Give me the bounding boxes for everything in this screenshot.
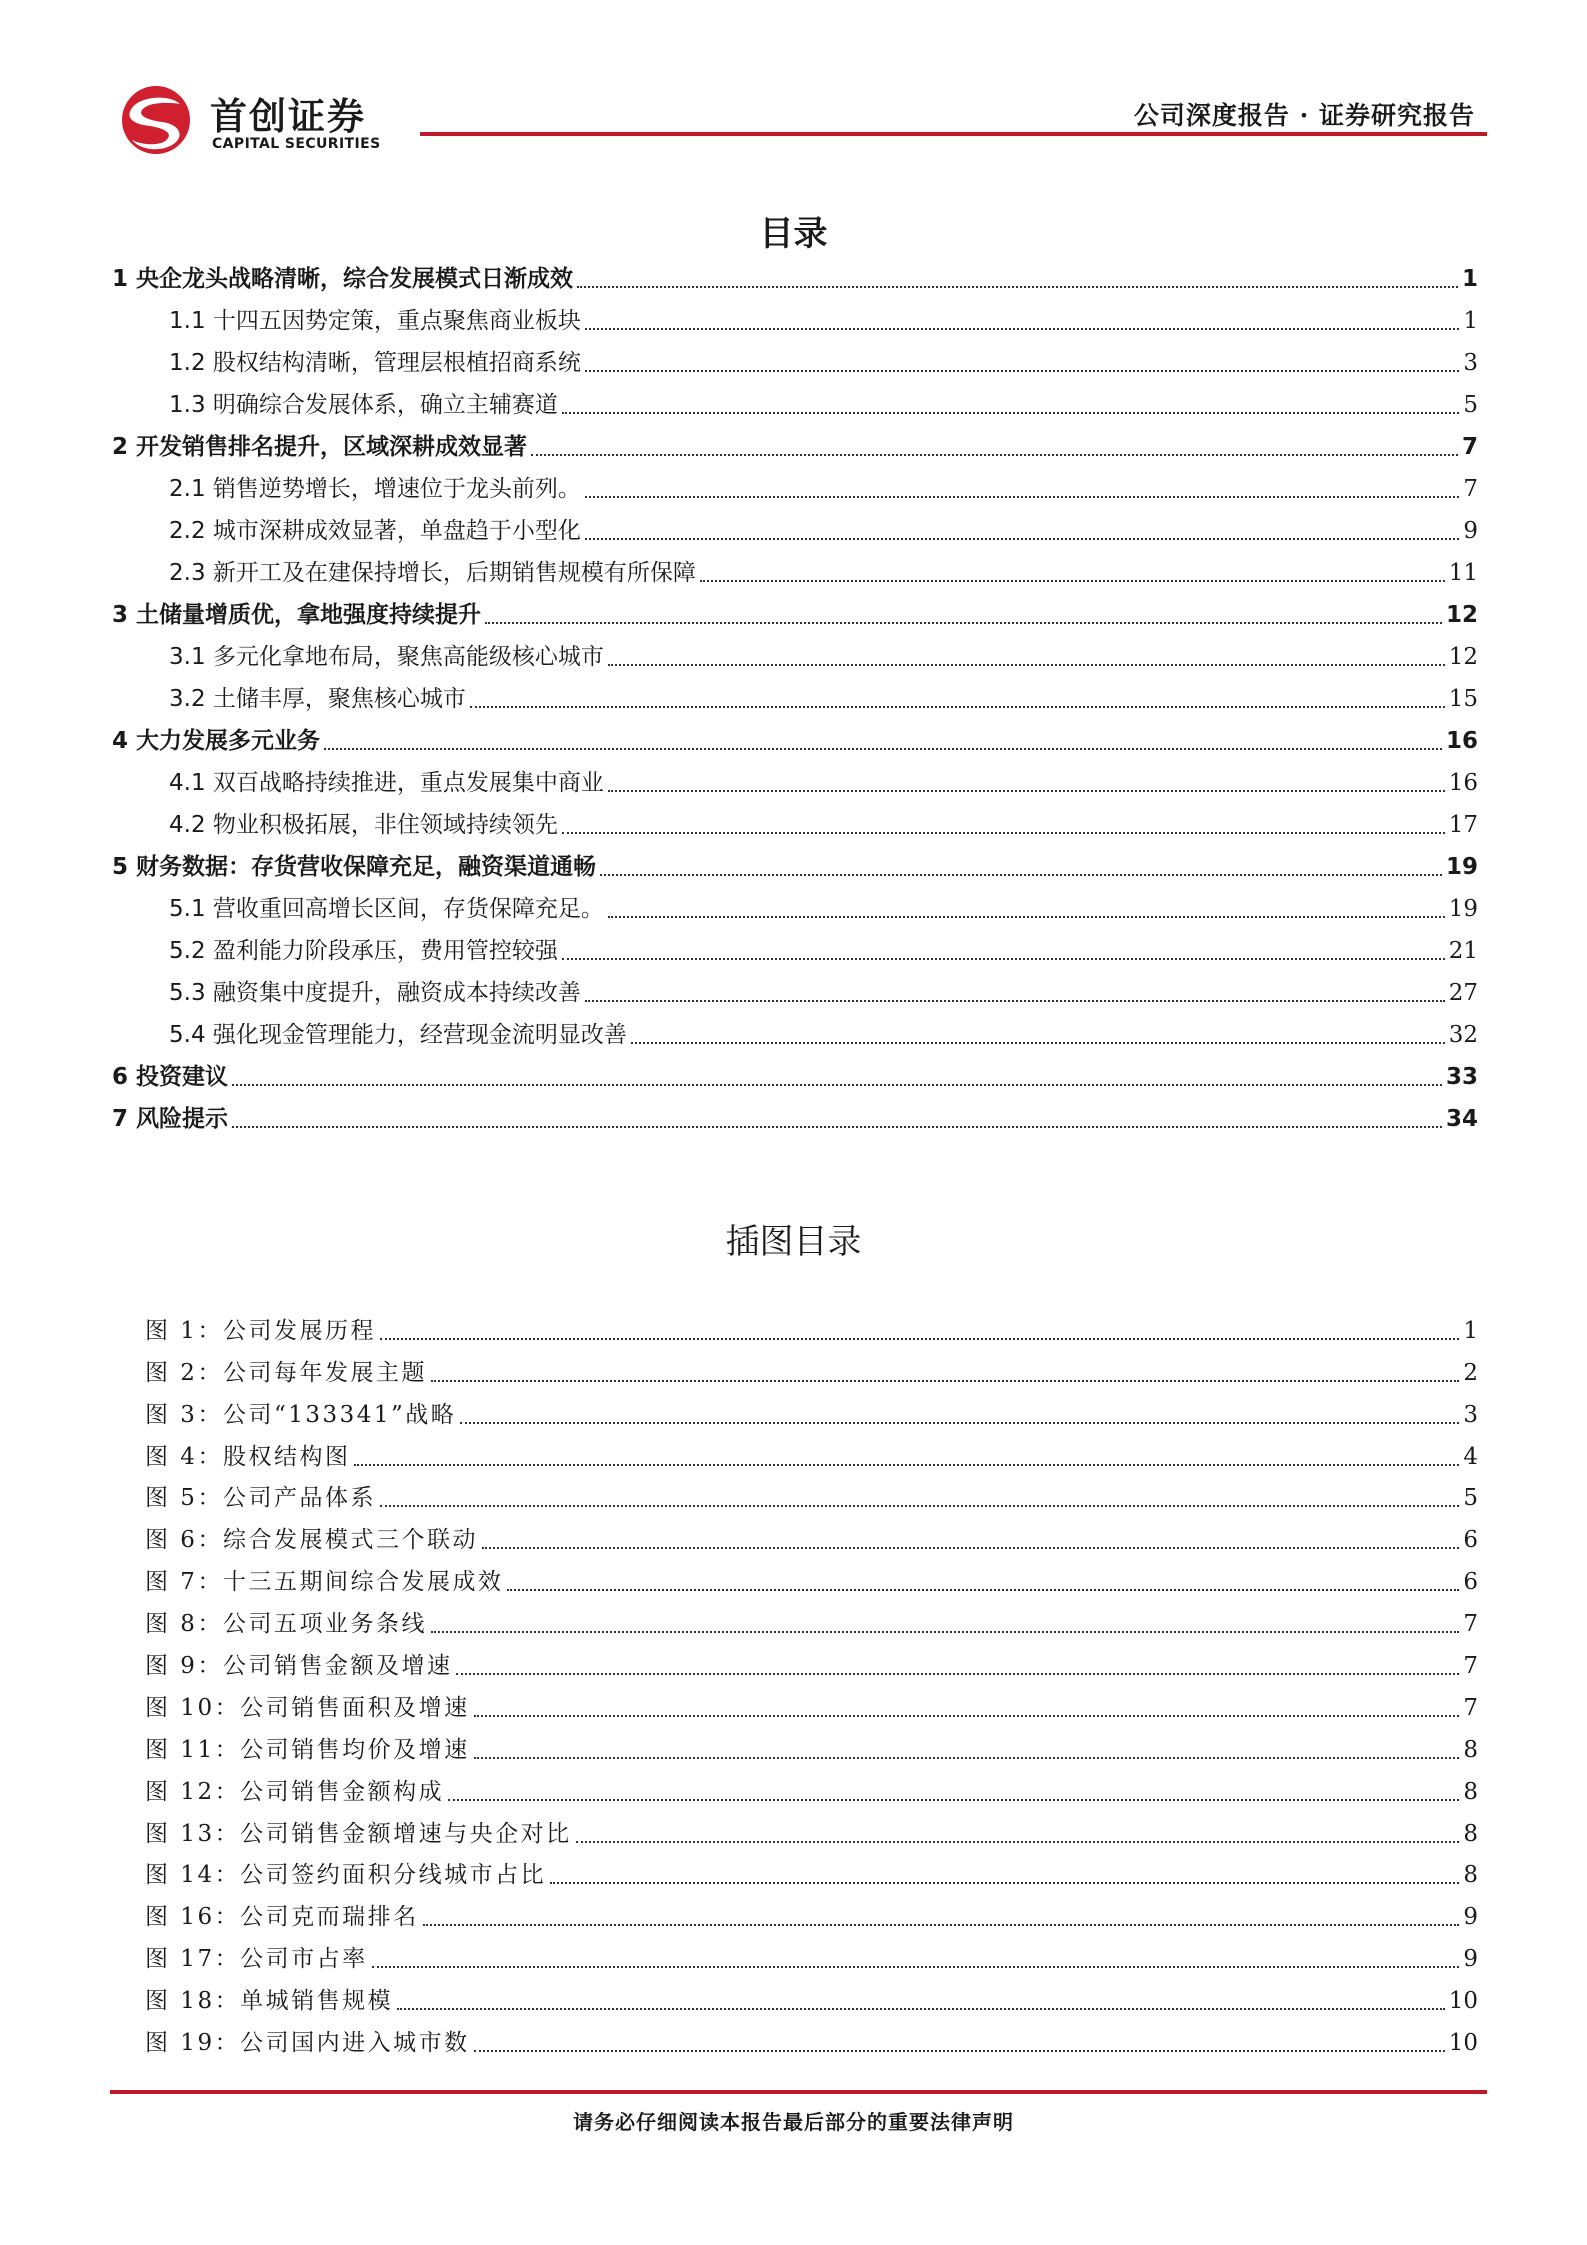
toc-entry-label: 2.1 销售逆势增长，增速位于龙头前列。 xyxy=(169,476,581,502)
dot-leader xyxy=(531,453,1458,456)
figure-entry-page: 9 xyxy=(1463,1946,1478,1973)
figure-entry-link[interactable] xyxy=(145,1390,1478,1432)
dot-leader xyxy=(470,705,1445,708)
toc-entry-page: 5 xyxy=(1463,392,1478,418)
dot-leader xyxy=(474,1756,1460,1759)
figure-entry-link[interactable] xyxy=(145,1306,1478,1348)
toc-subsection-link[interactable] xyxy=(112,548,1478,590)
figure-list-title: 插图目录 xyxy=(725,1222,862,1262)
toc-title: 目录 xyxy=(759,214,828,254)
toc-section-link[interactable] xyxy=(112,422,1478,464)
dot-leader xyxy=(423,1923,1460,1926)
figure-entry-label: 图 12：公司销售金额构成 xyxy=(145,1778,445,1805)
figure-entry-page: 2 xyxy=(1463,1359,1478,1386)
toc-subsection-link[interactable] xyxy=(112,758,1478,800)
figure-entry-label: 图 9：公司销售金额及增速 xyxy=(145,1653,453,1680)
toc-subsection-link[interactable] xyxy=(112,926,1478,968)
toc-section-link[interactable] xyxy=(112,1052,1478,1094)
logo-text-cn: 首创证券 xyxy=(210,95,366,138)
dot-leader xyxy=(232,1083,1442,1086)
toc-entry-page: 7 xyxy=(1463,476,1478,502)
figure-entry-page: 10 xyxy=(1448,1988,1478,2015)
figure-entry-link[interactable] xyxy=(145,1474,1478,1516)
toc-subsection-link[interactable] xyxy=(112,338,1478,380)
dot-leader xyxy=(448,1798,1459,1801)
dot-leader xyxy=(372,1965,1460,1968)
dot-leader xyxy=(482,1546,1459,1549)
figure-entry-page: 8 xyxy=(1463,1820,1478,1847)
dot-leader xyxy=(354,1463,1459,1466)
dot-leader xyxy=(431,1379,1459,1382)
figure-entry-link[interactable] xyxy=(145,1599,1478,1641)
toc-entry-label: 2 开发销售排名提升，区域深耕成效显著 xyxy=(112,434,528,460)
dot-leader xyxy=(397,2007,1445,2010)
toc-entry-page: 32 xyxy=(1448,1022,1478,1048)
figure-list xyxy=(145,1306,1478,2060)
figure-entry-link[interactable] xyxy=(145,1432,1478,1474)
capital-securities-logo-icon xyxy=(118,82,198,158)
figure-entry-label: 图 14：公司签约面积分线城市占比 xyxy=(145,1862,547,1889)
figure-entry-label: 图 17：公司市占率 xyxy=(145,1946,368,1973)
figure-entry-label: 图 5：公司产品体系 xyxy=(145,1485,376,1512)
toc-entry-label: 2.2 城市深耕成效显著，单盘趋于小型化 xyxy=(169,518,581,544)
figure-entry-page: 8 xyxy=(1463,1778,1478,1805)
toc-section-link[interactable] xyxy=(112,716,1478,758)
dot-leader xyxy=(585,327,1459,330)
dot-leader xyxy=(324,747,1442,750)
figure-entry-link[interactable] xyxy=(145,1725,1478,1767)
dot-leader xyxy=(232,1125,1442,1128)
dot-leader xyxy=(585,537,1459,540)
toc-entry-page: 21 xyxy=(1448,938,1478,964)
dot-leader xyxy=(550,1881,1459,1884)
figure-entry-link[interactable] xyxy=(145,1767,1478,1809)
toc-subsection-link[interactable] xyxy=(112,296,1478,338)
toc-subsection-link[interactable] xyxy=(112,632,1478,674)
footer-divider xyxy=(110,2090,1487,2094)
figure-entry-page: 7 xyxy=(1463,1653,1478,1680)
toc-subsection-link[interactable] xyxy=(112,968,1478,1010)
figure-entry-link[interactable] xyxy=(145,1892,1478,1934)
figure-entry-link[interactable] xyxy=(145,1641,1478,1683)
dot-leader xyxy=(576,1840,1460,1843)
dot-leader xyxy=(562,411,1459,414)
figure-entry-page: 7 xyxy=(1463,1611,1478,1638)
figure-entry-label: 图 13：公司销售金额增速与央企对比 xyxy=(145,1820,572,1847)
toc-section-link[interactable] xyxy=(112,254,1478,296)
toc-subsection-link[interactable] xyxy=(112,800,1478,842)
page-header xyxy=(0,0,1587,160)
toc-entry-label: 4.2 物业积极拓展，非住领域持续领先 xyxy=(169,812,558,838)
toc-entry-page: 27 xyxy=(1448,980,1478,1006)
figure-entry-label: 图 2：公司每年发展主题 xyxy=(145,1359,427,1386)
toc-entry-label: 1 央企龙头战略清晰，综合发展模式日渐成效 xyxy=(112,266,574,292)
figure-entry-link[interactable] xyxy=(145,1851,1478,1893)
toc-entry-page: 15 xyxy=(1448,686,1478,712)
figure-entry-page: 8 xyxy=(1463,1736,1478,1763)
toc-entry-label: 6 投资建议 xyxy=(112,1064,229,1090)
toc-entry-page: 17 xyxy=(1448,812,1478,838)
dot-leader xyxy=(474,1714,1460,1717)
toc-entry-label: 5.2 盈利能力阶段承压，费用管控较强 xyxy=(169,938,558,964)
figure-entry-page: 9 xyxy=(1463,1904,1478,1931)
toc-entry-label: 4 大力发展多元业务 xyxy=(112,728,321,754)
figure-entry-label: 图 7：十三五期间综合发展成效 xyxy=(145,1569,504,1596)
toc-entry-page: 12 xyxy=(1448,644,1478,670)
dot-leader xyxy=(585,495,1459,498)
figure-entry-page: 5 xyxy=(1463,1485,1478,1512)
figure-entry-link[interactable] xyxy=(145,2018,1478,2060)
toc-section-link[interactable] xyxy=(112,1094,1478,1136)
dot-leader xyxy=(507,1588,1459,1591)
toc-entry-page: 1 xyxy=(1463,308,1478,334)
toc-entry-label: 5.1 营收重回高增长区间，存货保障充足。 xyxy=(169,896,604,922)
dot-leader xyxy=(456,1672,1459,1675)
header-divider xyxy=(420,132,1487,136)
figure-entry-label: 图 11：公司销售均价及增速 xyxy=(145,1736,470,1763)
figure-entry-label: 图 8：公司五项业务条线 xyxy=(145,1611,427,1638)
toc-entry-label: 5 财务数据：存货营收保障充足，融资渠道通畅 xyxy=(112,854,597,880)
toc-entry-label: 3.1 多元化拿地布局，聚焦高能级核心城市 xyxy=(169,644,604,670)
figure-entry-label: 图 18：单城销售规模 xyxy=(145,1988,394,2015)
dot-leader xyxy=(700,579,1445,582)
toc-entry-label: 7 风险提示 xyxy=(112,1106,229,1132)
toc-entry-page: 1 xyxy=(1461,266,1478,292)
dot-leader xyxy=(460,1421,1459,1424)
toc-entry-label: 3 土储量增质优，拿地强度持续提升 xyxy=(112,602,482,628)
toc-section-link[interactable] xyxy=(112,842,1478,884)
dot-leader xyxy=(485,621,1442,624)
figure-entry-page: 7 xyxy=(1463,1694,1478,1721)
toc-entry-page: 9 xyxy=(1463,518,1478,544)
figure-entry-link[interactable] xyxy=(145,1683,1478,1725)
figure-entry-label: 图 19：公司国内进入城市数 xyxy=(145,2030,470,2057)
toc-subsection-link[interactable] xyxy=(112,506,1478,548)
dot-leader xyxy=(631,1041,1445,1044)
toc-entry-page: 3 xyxy=(1463,350,1478,376)
toc-entry-page: 12 xyxy=(1445,602,1478,628)
toc-entry-page: 19 xyxy=(1445,854,1478,880)
dot-leader xyxy=(600,873,1442,876)
figure-entry-link[interactable] xyxy=(145,1976,1478,2018)
toc-entry-label: 5.4 强化现金管理能力，经营现金流明显改善 xyxy=(169,1022,627,1048)
toc-list xyxy=(112,254,1478,1136)
toc-subsection-link[interactable] xyxy=(112,884,1478,926)
figure-entry-link[interactable] xyxy=(145,1515,1478,1557)
figure-entry-label: 图 3：公司“133341”战略 xyxy=(145,1401,457,1428)
toc-section-link[interactable] xyxy=(112,590,1478,632)
dot-leader xyxy=(585,999,1445,1002)
toc-entry-label: 1.2 股权结构清晰，管理层根植招商系统 xyxy=(169,350,581,376)
dot-leader xyxy=(380,1504,1459,1507)
figure-entry-label: 图 16：公司克而瑞排名 xyxy=(145,1904,419,1931)
dot-leader xyxy=(608,663,1445,666)
dot-leader xyxy=(608,915,1445,918)
company-logo xyxy=(118,82,418,162)
toc-entry-label: 1.3 明确综合发展体系，确立主辅赛道 xyxy=(169,392,558,418)
figure-entry-label: 图 4：股权结构图 xyxy=(145,1443,351,1470)
figure-entry-page: 10 xyxy=(1448,2030,1478,2057)
figure-entry-label: 图 10：公司销售面积及增速 xyxy=(145,1694,470,1721)
legal-notice: 请务必仔细阅读本报告最后部分的重要法律声明 xyxy=(573,2110,1014,2134)
dot-leader xyxy=(577,285,1458,288)
toc-entry-page: 33 xyxy=(1445,1064,1478,1090)
toc-entry-label: 3.2 土储丰厚，聚焦核心城市 xyxy=(169,686,466,712)
dot-leader xyxy=(431,1630,1459,1633)
figure-entry-page: 1 xyxy=(1463,1317,1478,1344)
toc-entry-label: 2.3 新开工及在建保持增长，后期销售规模有所保障 xyxy=(169,560,696,586)
dot-leader xyxy=(474,2049,1445,2052)
toc-entry-label: 1.1 十四五因势定策，重点聚焦商业板块 xyxy=(169,308,581,334)
toc-entry-label: 4.1 双百战略持续推进，重点发展集中商业 xyxy=(169,770,604,796)
figure-entry-page: 4 xyxy=(1463,1443,1478,1470)
toc-subsection-link[interactable] xyxy=(112,674,1478,716)
toc-entry-page: 34 xyxy=(1445,1106,1478,1132)
dot-leader xyxy=(380,1337,1459,1340)
figure-entry-page: 6 xyxy=(1463,1527,1478,1554)
figure-entry-page: 8 xyxy=(1463,1862,1478,1889)
dot-leader xyxy=(562,831,1445,834)
figure-entry-page: 3 xyxy=(1463,1401,1478,1428)
dot-leader xyxy=(562,957,1445,960)
toc-entry-page: 16 xyxy=(1448,770,1478,796)
toc-subsection-link[interactable] xyxy=(112,380,1478,422)
figure-entry-link[interactable] xyxy=(145,1557,1478,1599)
figure-entry-link[interactable] xyxy=(145,1934,1478,1976)
figure-entry-label: 图 1：公司发展历程 xyxy=(145,1317,376,1344)
figure-entry-link[interactable] xyxy=(145,1348,1478,1390)
toc-entry-page: 11 xyxy=(1448,560,1478,586)
figure-entry-link[interactable] xyxy=(145,1809,1478,1851)
logo-text-en: CAPITAL SECURITIES xyxy=(212,136,381,152)
toc-entry-page: 7 xyxy=(1461,434,1478,460)
toc-subsection-link[interactable] xyxy=(112,1010,1478,1052)
toc-subsection-link[interactable] xyxy=(112,464,1478,506)
toc-entry-page: 19 xyxy=(1448,896,1478,922)
report-type: 公司深度报告 · 证券研究报告 xyxy=(1133,101,1475,130)
dot-leader xyxy=(585,369,1459,372)
toc-entry-page: 16 xyxy=(1445,728,1478,754)
figure-entry-page: 6 xyxy=(1463,1569,1478,1596)
dot-leader xyxy=(608,789,1445,792)
toc-entry-label: 5.3 融资集中度提升，融资成本持续改善 xyxy=(169,980,581,1006)
figure-entry-label: 图 6：综合发展模式三个联动 xyxy=(145,1527,478,1554)
